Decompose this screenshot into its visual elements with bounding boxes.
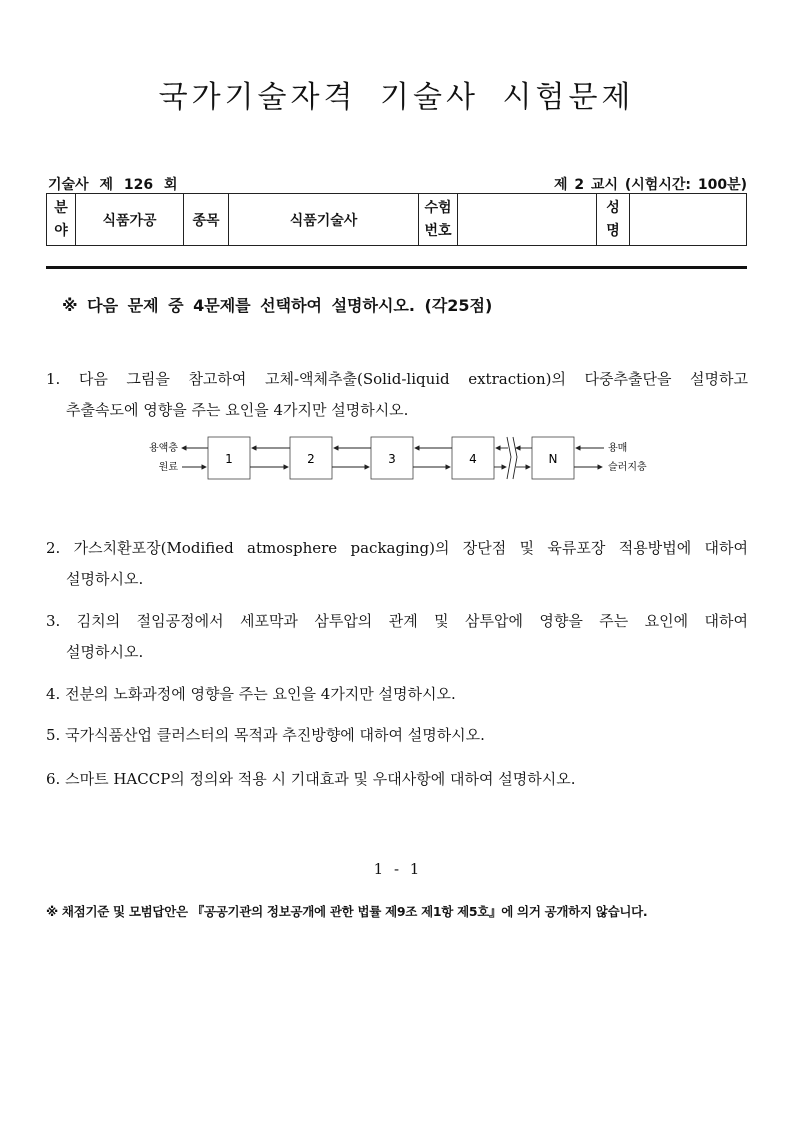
question-text-line2: 설명하시오. (66, 570, 144, 588)
question-number: 3. (46, 612, 61, 630)
stage-box (208, 437, 250, 479)
question-1 (46, 364, 748, 426)
raw-material-label: 원료 (158, 462, 178, 473)
field-value: 식품가공 (76, 194, 184, 246)
field-label-2: 야 (54, 222, 68, 239)
question-number: 6. (46, 770, 61, 788)
sludge-layer-label: 슬러지층 (608, 462, 647, 473)
stage-label: 1 (225, 452, 233, 466)
name-field[interactable] (630, 194, 747, 246)
stage-label: N (548, 452, 558, 466)
solvent-label: 용매 (608, 443, 628, 454)
question-number: 5. (46, 726, 61, 744)
exam-number-field[interactable] (458, 194, 597, 246)
question-text-line1: 김치의 절임공정에서 세포막과 삼투압의 관계 및 삼투압에 영향을 주는 요인에 대하여 (76, 612, 748, 630)
exam-number-label-2: 번호 (424, 222, 452, 239)
question-text-line1: 국가식품산업 클러스터의 목적과 추진방향에 대하여 설명하시오. (65, 726, 485, 744)
stage-box (290, 437, 332, 479)
stage-label: 2 (307, 452, 315, 466)
footer-notice: ※ 채점기준 및 모범답안은 『공공기관의 정보공개에 관한 법률 제9조 제1항 제5호』에 의거 공개하지 않습니다. (46, 904, 648, 919)
question-5 (46, 720, 748, 751)
name-label-cell (597, 194, 630, 246)
question-text-line1: 다음 그림을 참고하여 고체-액체추출(Solid-liquid extraction)의 다중추출단을 설명하고 (78, 370, 748, 388)
question-2 (46, 533, 748, 595)
instruction: ※ 다음 문제 중 4문제를 선택하여 설명하시오. (각25점) (62, 296, 493, 315)
question-text-line1: 전분의 노화과정에 영향을 주는 요인을 4가지만 설명하시오. (65, 685, 456, 703)
stage-label: 4 (469, 452, 477, 466)
divider (46, 266, 747, 269)
name-label-2: 명 (606, 222, 620, 239)
stage-box (452, 437, 494, 479)
field-label-1: 분 (54, 199, 68, 216)
question-6 (46, 764, 748, 795)
question-number: 1. (46, 370, 61, 388)
category-label: 종목 (184, 194, 229, 246)
question-text-line2: 추출속도에 영향을 주는 요인을 4가지만 설명하시오. (66, 401, 409, 419)
extraction-stage-diagram (140, 433, 660, 485)
stage-box (371, 437, 413, 479)
stage-box (532, 437, 574, 479)
question-number: 4. (46, 685, 61, 703)
field-label-cell (47, 194, 76, 246)
question-text-line1: 가스치환포장(Modified atmosphere packaging)의 장단점 및 육류포장 적용방법에 대하여 (73, 539, 748, 557)
question-3 (46, 606, 748, 668)
question-text-line2: 설명하시오. (66, 643, 144, 661)
exam-round: 기술사 제 126 회 (48, 177, 178, 193)
page-number: 1 - 1 (373, 860, 420, 878)
exam-session: 제 2 교시 (시험시간: 100분) (553, 177, 747, 193)
question-4 (46, 679, 748, 710)
page-title: 국가기술자격 기술사 시험문제 (158, 80, 635, 115)
stage-label: 3 (388, 452, 396, 466)
solution-layer-label: 용액층 (149, 443, 178, 454)
question-number: 2. (46, 539, 61, 557)
break-mark (507, 437, 517, 479)
question-text-line1: 스마트 HACCP의 정의와 적용 시 기대효과 및 우대사항에 대하여 설명하시오. (65, 770, 576, 788)
name-label-1: 성 (606, 199, 620, 216)
exam-number-label-1: 수험 (424, 199, 452, 216)
category-value: 식품기술사 (229, 194, 419, 246)
exam-info-table (46, 193, 747, 246)
exam-number-label-cell (419, 194, 458, 246)
